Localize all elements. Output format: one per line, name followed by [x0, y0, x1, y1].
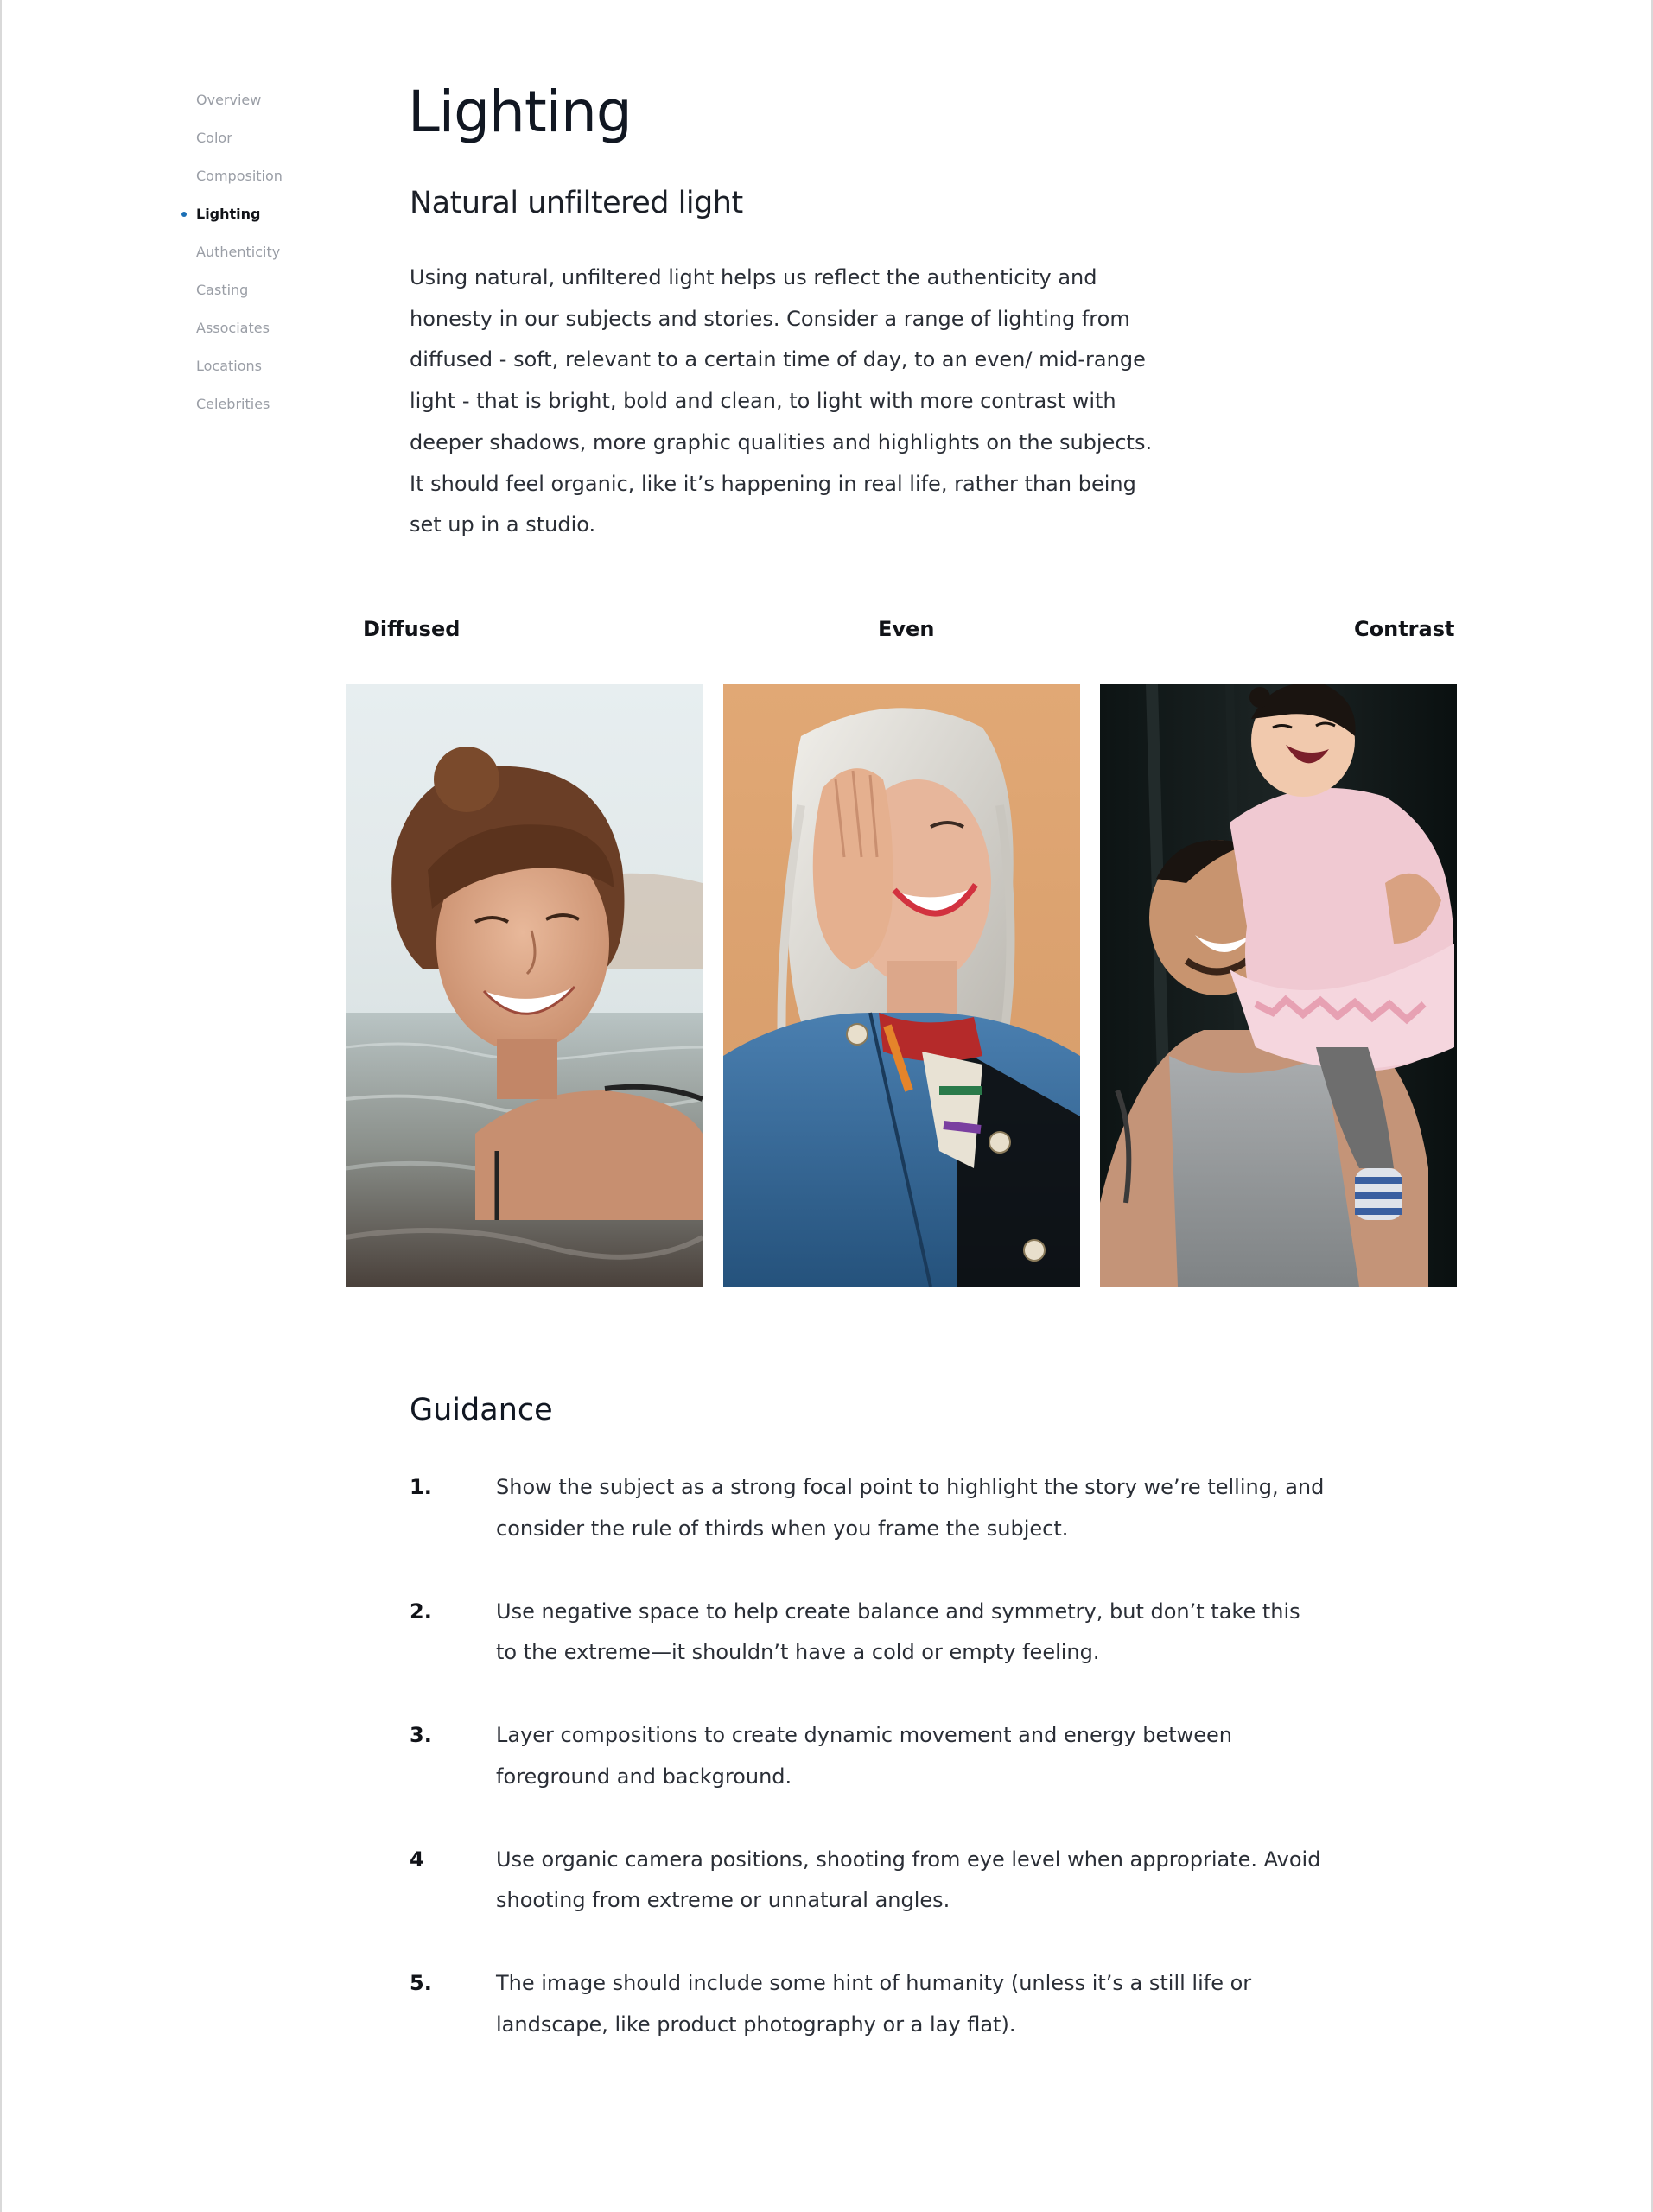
section-subtitle: Natural unfiltered light: [410, 186, 743, 220]
list-item: [410, 1467, 1326, 1592]
intro-paragraph: Using natural, unfiltered light helps us reflect the authenticity and honesty in our subjects and stories. Consider a range of lighting from diffused - soft, relevant to a certain time of day, to an even/ mid-range light - that is bright, bold and clean, to light with more contrast with deeper shadows, more graphic qualities and highlights on the subjects. It should feel organic, like it’s happening in real life, rather than being set up in a studio.: [410, 265, 1153, 537]
sidebar-item-label: Celebrities: [196, 396, 270, 412]
sidebar-item-locations[interactable]: [177, 353, 350, 391]
page-title: Lighting: [408, 79, 632, 145]
guidance-title: Guidance: [410, 1393, 553, 1427]
list-item-text: Use organic camera positions, shooting from eye level when appropriate. Avoid shooting from extreme or unnatural angles.: [496, 1847, 1321, 1913]
gallery-label-contrast: Contrast: [1354, 617, 1455, 641]
sidebar-item-label: Overview: [196, 92, 262, 108]
list-item-text: The image should include some hint of humanity (unless it’s a still life or landscape, like product photography or a lay flat).: [496, 1971, 1252, 2037]
sidebar-item-label: Associates: [196, 320, 270, 336]
list-item-number: 3.: [410, 1723, 432, 1747]
sidebar-item-label: Lighting: [196, 206, 261, 222]
sidebar-item-overview[interactable]: [177, 86, 350, 124]
list-item: [410, 1592, 1326, 1716]
list-item: [410, 1840, 1326, 1964]
photo-woman-in-water: [346, 684, 703, 1287]
list-item-text: Layer compositions to create dynamic movement and energy between foreground and background.: [496, 1723, 1232, 1789]
list-item: [410, 1715, 1326, 1840]
list-item-number: 4: [410, 1847, 424, 1872]
sidebar-nav: [177, 86, 350, 429]
sidebar-item-color[interactable]: [177, 124, 350, 162]
sidebar-item-lighting[interactable]: [177, 200, 350, 238]
photo-woman-laughing: [723, 684, 1080, 1287]
sidebar-item-label: Authenticity: [196, 244, 281, 260]
sidebar-item-label: Color: [196, 130, 232, 146]
gallery-label-diffused: Diffused: [363, 617, 461, 641]
sidebar-item-label: Casting: [196, 282, 249, 298]
list-item-number: 1.: [410, 1475, 432, 1499]
sidebar-item-label: Locations: [196, 358, 263, 374]
list-item: [410, 1963, 1326, 2088]
list-item-number: 5.: [410, 1971, 432, 1995]
photo-father-and-daughter: [1100, 684, 1457, 1287]
list-item-text: Use negative space to help create balance and symmetry, but don’t take this to the extreme—it shouldn’t have a cold or empty feeling.: [496, 1599, 1300, 1665]
sidebar-item-authenticity[interactable]: [177, 238, 350, 276]
sidebar-item-casting[interactable]: [177, 276, 350, 315]
sidebar-item-label: Composition: [196, 168, 283, 184]
list-item-number: 2.: [410, 1599, 432, 1624]
guidance-list: [410, 1467, 1326, 2088]
list-item-text: Show the subject as a strong focal point to highlight the story we’re telling, and consider the rule of thirds when you frame the subject.: [496, 1475, 1325, 1541]
sidebar-item-composition[interactable]: [177, 162, 350, 200]
sidebar-item-celebrities[interactable]: [177, 391, 350, 429]
sidebar-item-associates[interactable]: [177, 315, 350, 353]
page-frame-left: [0, 0, 2, 2212]
active-indicator-dot-icon: [181, 212, 187, 217]
gallery-label-even: Even: [878, 617, 935, 641]
